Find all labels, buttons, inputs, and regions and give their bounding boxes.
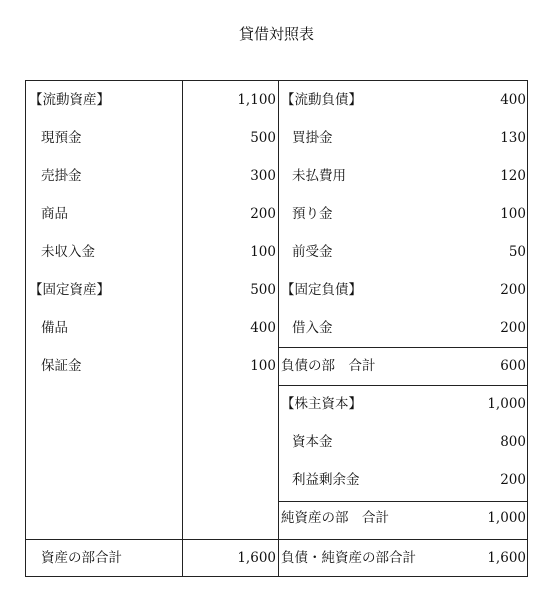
asset-label: 【流動資産】: [29, 92, 110, 108]
liabilities-equity-total-label: 負債・純資産の部合計: [281, 550, 416, 566]
assets-total-row: [25, 539, 278, 577]
liability-equity-amount: 1,000: [487, 396, 526, 412]
liability-equity-label: 資本金: [292, 434, 333, 450]
asset-row: [25, 119, 278, 157]
liability-equity-label: 純資産の部 合計: [281, 510, 389, 526]
liability-equity-label: 【株主資本】: [281, 396, 362, 412]
liability-equity-row: [278, 347, 528, 385]
liabilities-equity-total-amount: 1,600: [487, 550, 526, 566]
assets-total-amount: 1,600: [237, 550, 276, 566]
liability-equity-amount: 400: [500, 92, 526, 108]
asset-amount: 1,100: [237, 92, 276, 108]
liability-equity-amount: 130: [500, 130, 526, 146]
liability-equity-label: 【流動負債】: [281, 92, 362, 108]
asset-label: 保証金: [41, 358, 82, 374]
asset-row: [25, 271, 278, 309]
asset-amount: 300: [250, 168, 276, 184]
liability-equity-label: 借入金: [292, 320, 333, 336]
liability-equity-amount: 200: [500, 320, 526, 336]
liability-equity-row: [278, 461, 528, 499]
liability-equity-row: [278, 195, 528, 233]
balance-sheet-table: [25, 80, 528, 577]
asset-label: 売掛金: [41, 168, 82, 184]
liability-equity-row: [278, 233, 528, 271]
asset-row: [25, 309, 278, 347]
asset-amount: 100: [250, 358, 276, 374]
asset-amount: 400: [250, 320, 276, 336]
asset-label: 【固定資産】: [29, 282, 110, 298]
liability-equity-label: 前受金: [292, 244, 333, 260]
liability-equity-amount: 200: [500, 282, 526, 298]
liability-equity-amount: 800: [500, 434, 526, 450]
liability-equity-amount: 120: [500, 168, 526, 184]
asset-row: [25, 157, 278, 195]
asset-row: [25, 233, 278, 271]
liability-equity-row: [278, 309, 528, 347]
asset-row: [25, 81, 278, 119]
liability-equity-amount: 200: [500, 472, 526, 488]
asset-label: 備品: [41, 320, 68, 336]
liability-equity-label: 利益剰余金: [292, 472, 360, 488]
liability-equity-label: 預り金: [292, 206, 333, 222]
asset-row: [25, 347, 278, 385]
liability-equity-amount: 100: [500, 206, 526, 222]
asset-label: 現預金: [41, 130, 82, 146]
asset-amount: 500: [250, 130, 276, 146]
liability-equity-row: [278, 385, 528, 423]
asset-amount: 500: [250, 282, 276, 298]
liability-equity-label: 【固定負債】: [281, 282, 362, 298]
liability-equity-amount: 50: [508, 244, 526, 260]
asset-label: 未収入金: [41, 244, 95, 260]
assets-total-label: 資産の部合計: [41, 550, 122, 566]
liabilities-equity-total-row: [278, 539, 528, 577]
asset-label: 商品: [41, 206, 68, 222]
liability-equity-row: [278, 423, 528, 461]
liability-equity-row: [278, 499, 528, 537]
liability-equity-label: 負債の部 合計: [281, 358, 376, 374]
asset-amount: 100: [250, 244, 276, 260]
liability-equity-row: [278, 271, 528, 309]
liability-equity-label: 買掛金: [292, 130, 333, 146]
asset-row: [25, 195, 278, 233]
liability-equity-amount: 1,000: [487, 510, 526, 526]
liability-equity-label: 未払費用: [292, 168, 346, 184]
liability-equity-row: [278, 119, 528, 157]
liability-equity-amount: 600: [500, 358, 526, 374]
liability-equity-row: [278, 81, 528, 119]
document-title: 貸借対照表: [238, 25, 314, 43]
asset-amount: 200: [250, 206, 276, 222]
liability-equity-row: [278, 157, 528, 195]
